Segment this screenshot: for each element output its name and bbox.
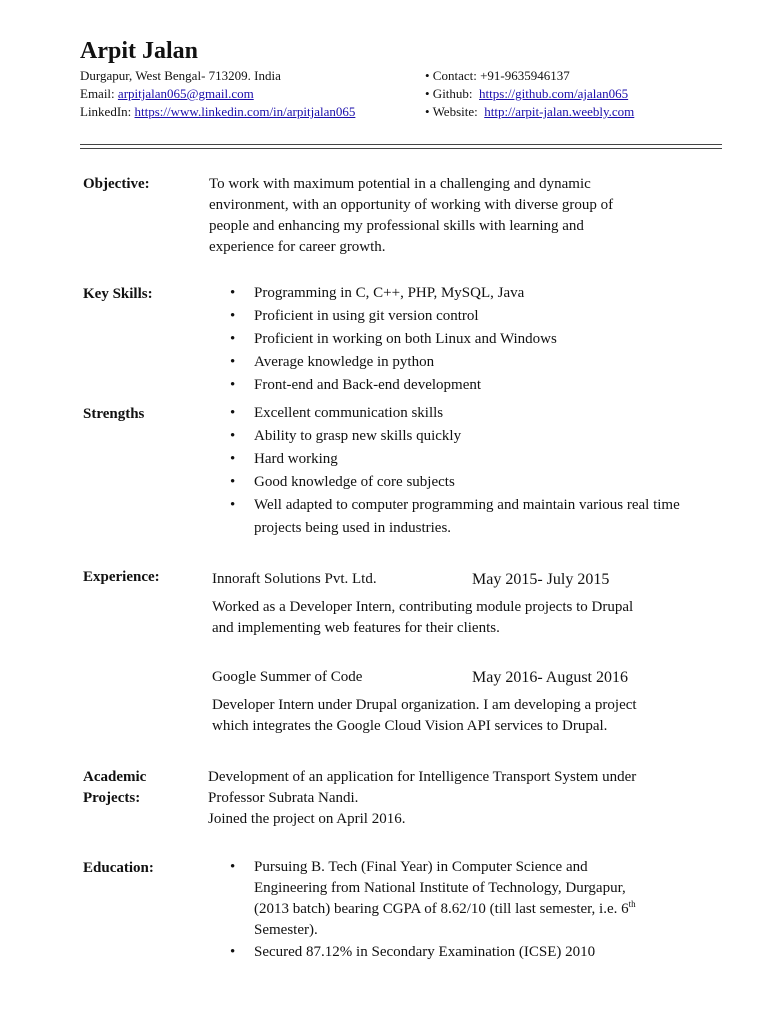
list-item: • Well adapted to computer programming and maintain various real time projects being used in industries. [230, 494, 730, 540]
job-org: Google Summer of Code [212, 669, 363, 685]
list-item: • Proficient in working on both Linux and Windows [230, 328, 730, 351]
list-item: • Average knowledge in python [230, 351, 730, 374]
resume-name: Arpit Jalan [80, 38, 199, 64]
academic-text: Development of an application for Intelligence Transport System under Professor Subrata Nandi. Joined the project on April 2016. [208, 769, 637, 827]
bullet-icon: • [230, 354, 236, 370]
list-item: Secured 87.12% in Secondary Examination (ICSE) 2010 [254, 944, 596, 960]
github-label: • Github: [425, 86, 480, 101]
email-label: Email: [80, 86, 118, 101]
phone-line: • Contact: +91-9635946137 [425, 68, 570, 83]
education-label: Education: [83, 860, 154, 876]
bullet-icon: • [230, 474, 236, 490]
academic-label: Academic Projects: [83, 769, 147, 806]
skills-label: Key Skills: [83, 286, 153, 302]
website-label: • Website: [425, 104, 485, 119]
list-item: • Hard working [230, 448, 730, 471]
email-line [80, 85, 355, 103]
bullet-icon: • [230, 497, 236, 513]
job-org: Innoraft Solutions Pvt. Ltd. [212, 571, 377, 587]
list-item: • Good knowledge of core subjects [230, 471, 730, 494]
bullet-icon: • [230, 331, 236, 347]
strengths-label: Strengths [83, 406, 145, 422]
bullet-icon: • [230, 451, 236, 467]
header-divider-top [80, 144, 722, 145]
list-item: • Ability to grasp new skills quickly [230, 425, 730, 448]
bullet-icon: • [230, 944, 236, 960]
list-item: • Front-end and Back-end development [230, 374, 730, 397]
bullet-icon: • [230, 377, 236, 393]
job-dates: May 2016- August 2016 [472, 669, 628, 686]
list-item: • Programming in C, C++, PHP, MySQL, Java [230, 282, 730, 305]
job-description: Developer Intern under Drupal organization. I am developing a project which integrates the Google Cloud Vision API services to Drupal. [212, 697, 637, 734]
list-item: Pursuing B. Tech (Final Year) in Computer Science and Engineering from National Institute of Technology, Durgapur, (2013 batch) bearing CGPA of 8.62/10 (till last semester, i.e. 6th Semester). [254, 859, 636, 938]
bullet-icon: • [230, 859, 236, 875]
experience-label: Experience: [83, 569, 160, 585]
objective-line: people and enhancing my professional skills with learning and [209, 218, 584, 234]
linkedin-link[interactable]: https://www.linkedin.com/in/arpitjalan065 [134, 104, 356, 119]
github-link[interactable]: https://github.com/ajalan065 [479, 86, 629, 101]
list-item: • Proficient in using git version control [230, 305, 730, 328]
bullet-icon: • [230, 308, 236, 324]
skills-list [230, 282, 730, 397]
objective-line: experience for career growth. [209, 239, 386, 255]
job-description: Worked as a Developer Intern, contributing module projects to Drupal and implementing web features for their clients. [212, 599, 634, 636]
superscript: th [628, 899, 636, 909]
contact-right [425, 67, 634, 121]
website-line [425, 103, 634, 121]
objective-line: To work with maximum potential in a challenging and dynamic [209, 176, 591, 192]
contact-left [80, 67, 355, 121]
bullet-icon: • [230, 428, 236, 444]
objective-text [209, 174, 729, 258]
objective-label: Objective: [83, 176, 150, 192]
linkedin-label: LinkedIn: [80, 104, 135, 119]
github-line [425, 85, 634, 103]
address-line: Durgapur, West Bengal- 713209. India [80, 68, 281, 83]
bullet-icon: • [230, 285, 236, 301]
objective-line: environment, with an opportunity of working with diverse group of [209, 197, 614, 213]
bullet-icon: • [230, 405, 236, 421]
list-item: • Excellent communication skills [230, 402, 730, 425]
website-link[interactable]: http://arpit-jalan.weebly.com [484, 104, 635, 119]
job-dates: May 2015- July 2015 [472, 571, 610, 588]
strengths-list [230, 402, 730, 540]
header-divider-bottom [80, 148, 722, 149]
email-link[interactable]: arpitjalan065@gmail.com [117, 86, 254, 101]
linkedin-line [80, 103, 355, 121]
